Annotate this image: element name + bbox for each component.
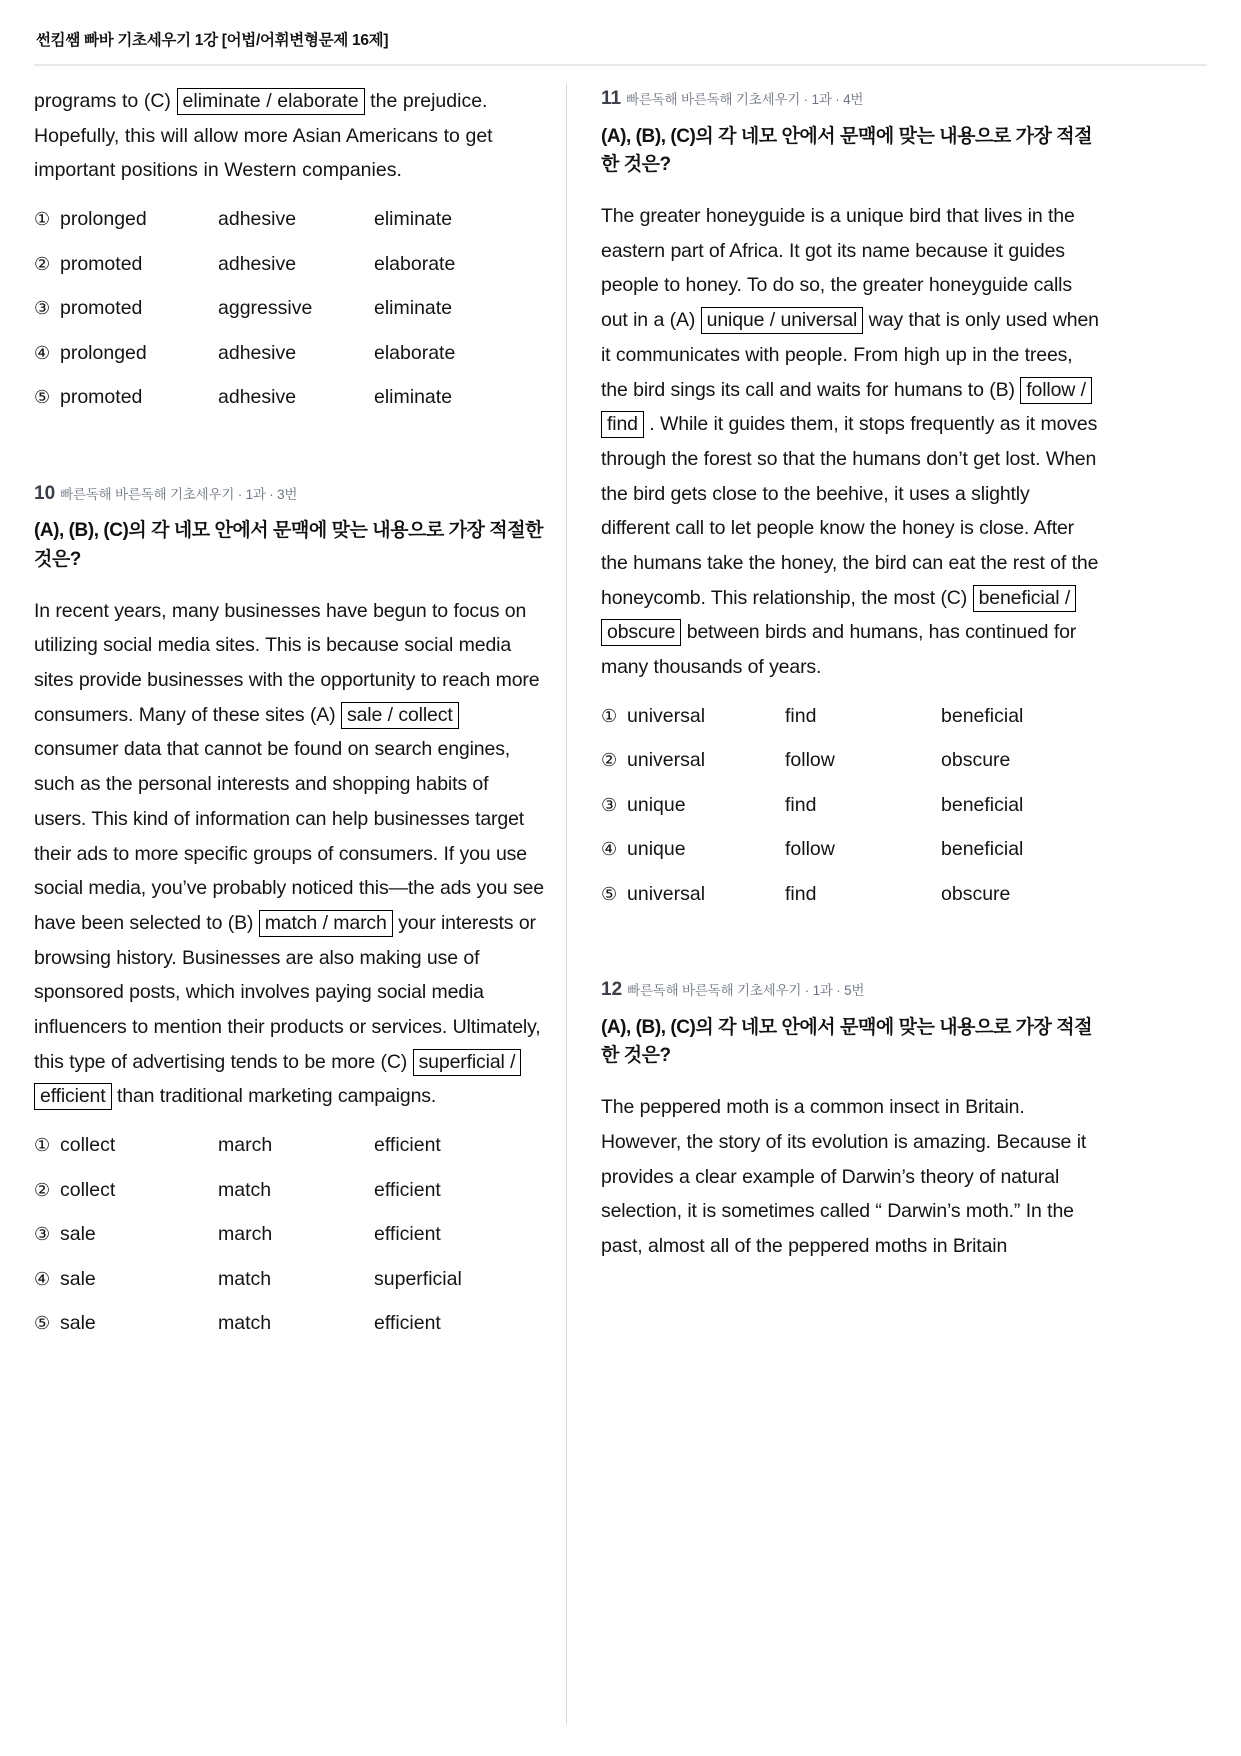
boxed-choice-c: superficial / efficient [34, 1049, 521, 1111]
option-value-c: beneficial [941, 838, 1024, 861]
question-10-meta [34, 483, 544, 506]
option-value-b: find [785, 882, 817, 905]
option-marker: ⑤ [34, 1313, 51, 1334]
option-value-a: collect [60, 1178, 116, 1201]
two-column-layout [34, 84, 1207, 1724]
section-spacer [34, 433, 544, 479]
passage-text-part-1: In recent years, many businesses have begun to focus on utilizing social media sites. This is because social media sites provide businesses with the opportunity to reach more consumers. Many of these sites (A) [34, 599, 540, 726]
passage-text-part-4: than traditional marketing campaigns. [111, 1085, 437, 1108]
option-value-c: beneficial [941, 704, 1024, 727]
passage-text-part-3: . While it guides them, it stops frequently as it moves through the forest so that the humans don’t get lost. When the bird gets close to the beehive, it uses a slightly different call to let people know the honey is close. After the humans take the honey, the bird can eat the rest of the honeycomb. This relationship, the most (C) [601, 413, 1099, 609]
option-row[interactable] [601, 793, 1099, 816]
option-row[interactable] [34, 210, 544, 230]
option-marker: ① [34, 209, 51, 230]
option-row[interactable] [34, 252, 544, 275]
option-marker: ② [34, 1179, 51, 1200]
option-value-a: promoted [60, 252, 143, 275]
option-value-a: universal [627, 704, 706, 727]
option-marker: ③ [34, 1224, 51, 1245]
passage-text-part-2: way that is only used when it communicates with people. From high up in the trees, the bird sings its call and waits for humans to (B) [601, 309, 1099, 401]
option-row[interactable] [601, 840, 1099, 860]
option-value-a: prolonged [60, 208, 147, 231]
option-value-c: efficient [374, 1312, 441, 1335]
question-9-passage [34, 84, 544, 188]
question-12-passage: The peppered moth is a common insect in Britain. However, the story of its evolution is amazing. Because it provides a clear example of Darwin’s theory of natural selection, it is sometimes called “ Darwin’s moth.” In the past, almost all of the peppered moths in Britain [601, 1096, 1087, 1258]
option-marker: ② [601, 750, 618, 771]
section-spacer [601, 929, 1099, 975]
option-value-a: sale [60, 1312, 96, 1335]
question-source: 빠른독해 바른독해 기초세우기 · 1과 · 3번 [60, 486, 298, 502]
boxed-choice-c: eliminate / elaborate [177, 88, 365, 115]
option-value-c: elaborate [374, 341, 456, 364]
option-value-b: match [218, 1267, 272, 1290]
question-11-prompt: (A), (B), (C)의 각 네모 안에서 문맥에 맞는 내용으로 가장 적절한 것은? [601, 125, 1093, 175]
option-value-a: universal [627, 749, 706, 772]
option-value-b: find [785, 793, 817, 816]
option-value-c: obscure [941, 882, 1011, 905]
option-row[interactable] [34, 1267, 544, 1290]
passage-text-part-3: your interests or browsing history. Businesses are also making use of sponsored posts, which involves paying social media influencers to mention their products or services. Ultimately, this type of advertising tends to be more (C) [34, 911, 541, 1073]
question-10-prompt: (A), (B), (C)의 각 네모 안에서 문맥에 맞는 내용으로 가장 적절한 것은? [34, 520, 544, 570]
question-12-prompt: (A), (B), (C)의 각 네모 안에서 문맥에 맞는 내용으로 가장 적절한 것은? [601, 1017, 1093, 1067]
option-row[interactable] [601, 751, 1099, 771]
option-marker: ② [34, 253, 51, 274]
question-10-options [34, 1136, 544, 1334]
boxed-choice-a: unique / universal [701, 307, 864, 334]
question-10-passage [34, 594, 544, 1115]
left-column [34, 84, 566, 1724]
option-value-b: aggressive [218, 297, 313, 320]
option-row[interactable] [34, 1136, 544, 1156]
option-value-a: prolonged [60, 341, 147, 364]
boxed-choice-a: sale / collect [341, 702, 459, 729]
question-number: 12 [601, 979, 623, 1001]
option-value-b: match [218, 1178, 272, 1201]
question-number: 11 [601, 88, 622, 109]
option-value-b: march [218, 1223, 273, 1246]
option-row[interactable] [34, 299, 544, 319]
option-value-a: universal [627, 882, 706, 905]
question-11-meta [601, 88, 1099, 111]
option-value-a: unique [627, 793, 686, 816]
option-row[interactable] [34, 341, 544, 364]
option-value-c: eliminate [374, 208, 453, 231]
question-number: 10 [34, 482, 56, 504]
passage-text-part-1: The greater honeyguide is a unique bird that lives in the eastern part of Africa. It got its name because it guides people to honey. To do so, the greater honeyguide calls out in a (A) [601, 205, 1075, 332]
option-value-c: efficient [374, 1134, 441, 1157]
option-value-c: superficial [374, 1267, 462, 1290]
option-value-b: follow [785, 749, 835, 772]
boxed-choice-b: match / march [259, 910, 393, 937]
option-value-b: adhesive [218, 208, 297, 231]
option-value-b: adhesive [218, 341, 297, 364]
question-9-options [34, 210, 544, 408]
option-row[interactable] [601, 704, 1099, 727]
option-marker: ⑤ [601, 883, 618, 904]
option-row[interactable] [601, 882, 1099, 905]
question-11-passage [601, 199, 1099, 685]
option-row[interactable] [34, 1314, 544, 1334]
boxed-choice-c: beneficial / obscure [601, 585, 1076, 647]
option-row[interactable] [34, 1178, 544, 1201]
passage-text-part-2: consumer data that cannot be found on search engines, such as the personal interests and shopping habits of users. This kind of information can help businesses target their ads to more specific groups of consumers. If you use social media, you’ve probably noticed this—the ads you see have been selected to (B) [34, 738, 544, 934]
question-12-meta [601, 979, 1099, 1002]
option-row[interactable] [34, 388, 544, 408]
option-value-b: match [218, 1312, 272, 1335]
option-value-c: eliminate [374, 297, 453, 320]
boxed-choice-b: follow / find [601, 377, 1092, 439]
option-value-a: collect [60, 1134, 116, 1157]
option-value-c: efficient [374, 1178, 441, 1201]
option-marker: ④ [34, 342, 51, 363]
question-11-options [601, 704, 1099, 905]
option-value-b: adhesive [218, 386, 297, 409]
option-marker: ④ [34, 1268, 51, 1289]
option-value-c: beneficial [941, 793, 1024, 816]
passage-text-part-2: the prejudice. Hopefully, this will allow more Asian Americans to get important positions in Western companies. [34, 90, 493, 182]
header-divider [34, 64, 1207, 66]
option-marker: ① [601, 705, 618, 726]
option-value-b: adhesive [218, 252, 297, 275]
option-value-c: elaborate [374, 252, 456, 275]
option-marker: ⑤ [34, 387, 51, 408]
passage-text-part-4: between birds and humans, has continued for many thousands of years. [601, 621, 1077, 679]
option-marker: ③ [601, 794, 618, 815]
right-column [567, 84, 1099, 1724]
document-title: 썬킴쌤 빠바 기초세우기 1강 [어법/어휘변형문제 16제] [36, 32, 389, 49]
option-value-a: promoted [60, 386, 143, 409]
option-value-a: promoted [60, 297, 143, 320]
option-value-b: march [218, 1134, 273, 1157]
option-value-a: sale [60, 1267, 96, 1290]
option-marker: ③ [34, 298, 51, 319]
option-row[interactable] [34, 1225, 544, 1245]
option-value-b: find [785, 704, 817, 727]
passage-text-part-1: programs to (C) [34, 90, 177, 112]
option-value-a: unique [627, 838, 686, 861]
option-value-a: sale [60, 1223, 96, 1246]
option-value-b: follow [785, 838, 835, 861]
option-marker: ④ [601, 839, 618, 860]
option-value-c: eliminate [374, 386, 453, 409]
option-value-c: obscure [941, 749, 1011, 772]
option-value-c: efficient [374, 1223, 441, 1246]
option-marker: ① [34, 1135, 51, 1156]
question-source: 빠른독해 바른독해 기초세우기 · 1과 · 4번 [626, 92, 864, 107]
question-source: 빠른독해 바른독해 기초세우기 · 1과 · 5번 [627, 983, 865, 999]
